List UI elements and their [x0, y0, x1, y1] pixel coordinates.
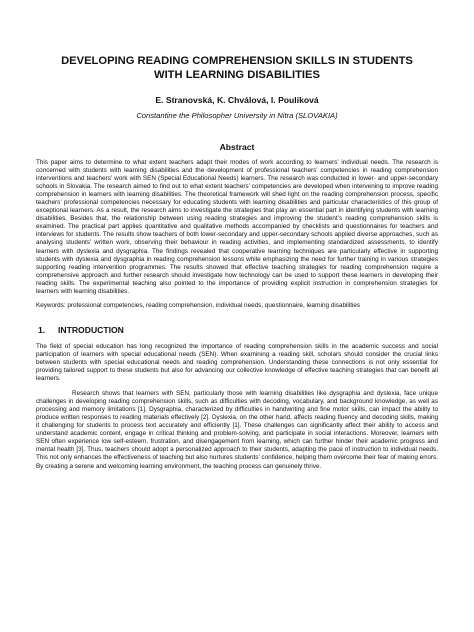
abstract-body: This paper aims to determine to what extent teachers adapt their modes of work according to learners’ individual needs. The research is concerned with students with learning disabilities and the development of professional teachers’ competencies in reading comprehension interventions and teachers’ work with SEN (Special Educational Needs) learners. The research was conducted in lower- and upper-secondary schools in Slovakia. The research aimed to find out to what extent teachers’ competencies are developed when intervening to improve reading comprehension in learners with learning disabilities. The theoretical framework will shed light on the reading comprehension process, specific teachers’ professional competencies necessary for educating students with learning disabilities and particular characteristics of this group of exceptional learners. As a result, the research aims to investigate the strategies that play an essential part in identifying students with learning disabilities. Besides that, the relationship between using reading strategies and improving the student’s reading comprehension skills is examined. The practical part applies quantitative and qualitative methods accompanied by checklists and questionnaires for teachers and interviews for students. The results show teachers of both lower-secondary and upper-secondary schools applied diverse approaches, such as analysing students’ written work, observing their behaviour in reading activities, and implementing standardized assessments, to identify learners with dyslexia and dysgraphia. The findings revealed that cooperative learning techniques are particularly effective in supporting students with dyslexia and dysgraphia in reading comprehension lessons while emphasizing the need for further training in various strategies supporting reading intervention programmes. The results showed that effective teaching strategies for reading comprehension require a comprehensive approach and further research should investigate how technology can be used to support these learners in developing their reading skills. The experimental teaching also pointed to the importance of providing explicit instruction in comprehension strategies for learners with learning disabilities.: [36, 159, 438, 295]
section-heading-introduction: [36, 325, 438, 336]
authors: E. Stranovská, K. Chválová, I. Pouliková: [155, 95, 319, 105]
abstract-heading: Abstract: [219, 142, 255, 152]
paper-title: [36, 54, 438, 82]
intro-paragraph-1: The field of special education has long recognized the importance of reading comprehension skills in the academic success and social participation of learners with special educational needs (SEN). When examining a reading skill, scholars should consider the crucial links between students with special educational needs and reading comprehension. Understanding these connections is not only essential for providing tailored support to these students but also for advancing our collective knowledge of effective teaching strategies that can benefit all learners.: [36, 342, 438, 383]
title-line-2: WITH LEARNING DISABILITIES: [154, 69, 320, 81]
intro-paragraph-2: Research shows that learners with SEN, particularly those with learning disabilities like dysgraphia and dyslexia, face unique challenges in developing reading comprehension skills, such as difficulties with decoding, vocabulary, and background knowledge, as well as processing and memory limitations [1]. Dysgraphia, characterized by difficulties in handwriting and fine motor skills, can impact the ability to produce written responses to reading materials effectively [2]. Dyslexia, on the other hand, affects reading fluency and decoding skills, making it challenging for students to process text accurately and efficiently [1]. These challenges can significantly affect their ability to access and understand academic content, engage in critical thinking and problem-solving, and participate in social interactions. Moreover, learners with SEN often experience low self-esteem, frustration, and disengagement from learning, which can further hinder their academic progress and mental health [3]. Thus, teachers should adopt a personalized approach to their students, adapting the pace of instruction to individual needs. This not only enhances the effectiveness of teaching but also nurtures students’ confidence, helping them overcome their fear of making errors. By creating a serene and welcoming learning environment, the teaching process can genuinely thrive.: [36, 390, 438, 470]
title-line-1: DEVELOPING READING COMPREHENSION SKILLS IN STUDENTS: [61, 55, 413, 67]
section-title: INTRODUCTION: [58, 324, 124, 335]
keywords: Keywords: professional competencies, reading comprehension, individual needs, questionnaire, learning disabilities: [36, 301, 361, 309]
affiliation: Constantine the Philosopher University in Nitra (SLOVAKIA): [136, 111, 338, 120]
section-number: 1.: [38, 324, 46, 335]
